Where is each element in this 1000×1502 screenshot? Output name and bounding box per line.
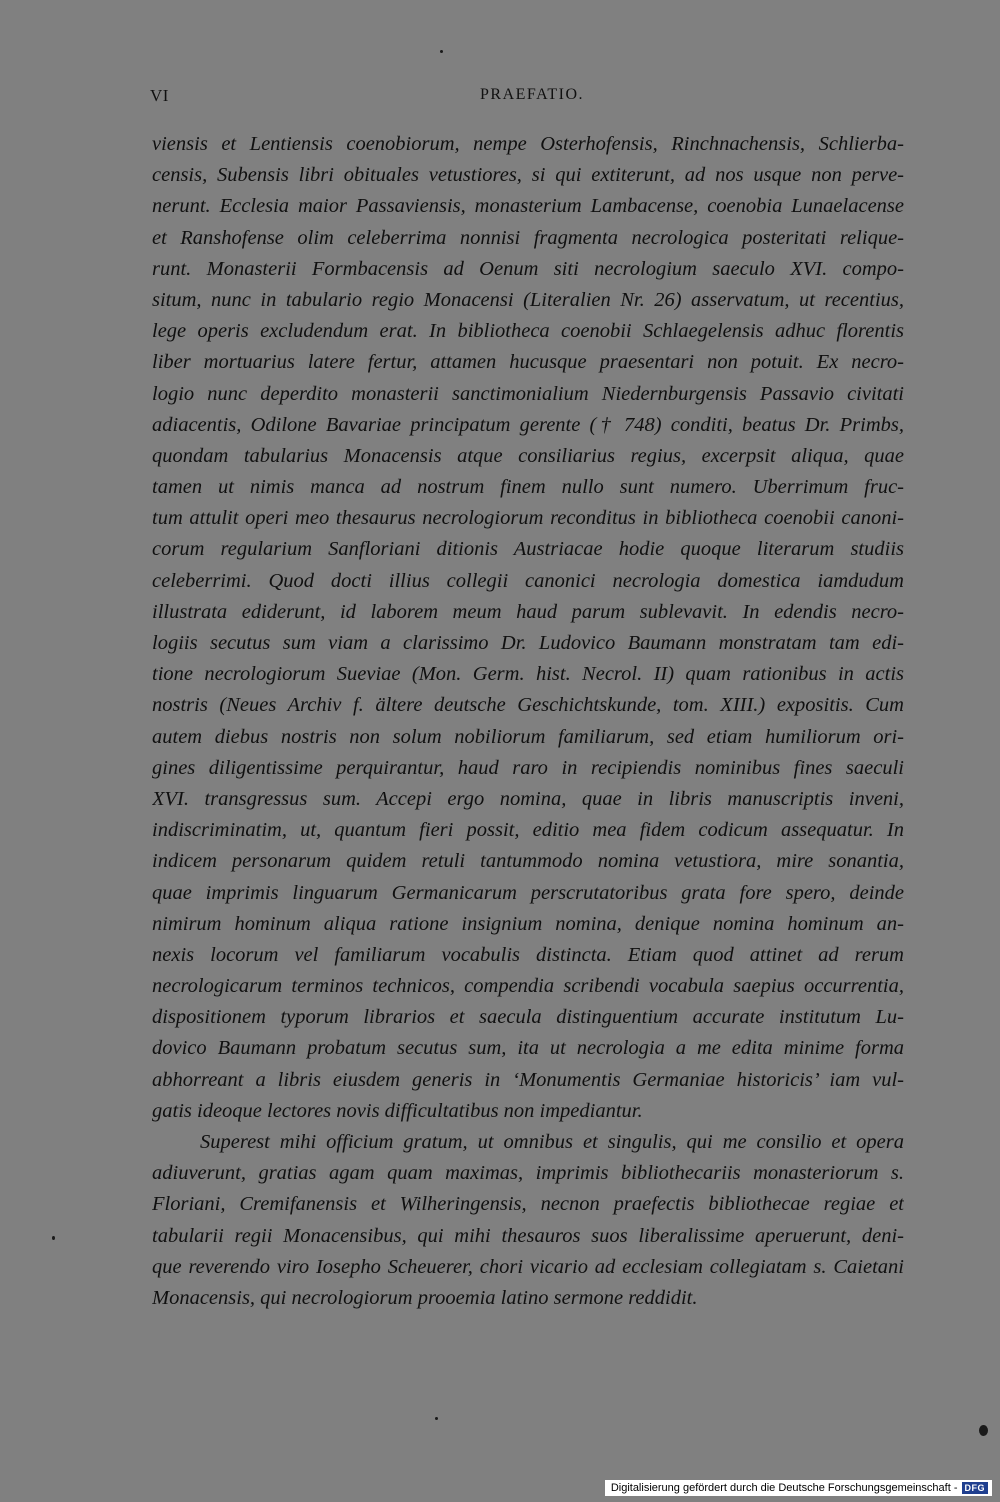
text-line: dovico Baumann probatum secutus sum, ita ut necrologia a me edita minime forma — [152, 1037, 904, 1060]
paragraph — [152, 129, 904, 1127]
running-title: PRAEFATIO. — [480, 86, 585, 103]
text-line: nimirum hominum aliqua ratione insignium nomina, denique nomina hominum an- — [152, 912, 904, 935]
funding-text: Digitalisierung gefördert durch die Deutsche Forschungsgemeinschaft - — [610, 1482, 958, 1494]
text-line: Monacensis, qui necrologiorum prooemia latino sermone reddidit. — [152, 1286, 698, 1309]
text-line: dispositionem typorum librarios et saecula distinguentium accurate institutum Lu- — [152, 1006, 904, 1029]
text-line: logiis secutus sum viam a clarissimo Dr. Ludovico Baumann monstratam tam edi- — [152, 632, 904, 654]
scan-speck — [52, 1236, 55, 1240]
text-line: runt. Monasterii Formbacensis ad Oenum siti necrologium saeculo XVI. compo- — [152, 257, 904, 280]
text-line: abhorreant a libris eiusdem generis in ‘Monumentis Germaniae historicis’ iam vul- — [152, 1068, 904, 1091]
text-line: adiuverunt, gratias agam quam maximas, imprimis bibliothecariis monasteriorum s. — [152, 1162, 904, 1185]
text-line: situm, nunc in tabulario regio Monacensi (Literalien Nr. 26) asservatum, ut recentius, — [152, 288, 904, 311]
text-line: nexis locorum vel familiarum vocabulis distincta. Etiam quod attinet ad rerum — [152, 943, 904, 966]
text-line: gatis ideoque lectores novis difficultatibus non impediantur. — [152, 1099, 643, 1122]
text-line: tamen ut nimis manca ad nostrum finem nullo sunt numero. Uberrimum fruc- — [152, 476, 904, 499]
text-line: necrologicarum terminos technicos, compendia scribendi vocabula saepius occurrentia, — [152, 975, 904, 998]
text-line: indicem personarum quidem retuli tantummodo nomina vetustiora, mire sonantia, — [152, 850, 904, 873]
text-line: XVI. transgressus sum. Accepi ergo nomina, quae in libris manuscriptis inveni, — [152, 787, 904, 810]
text-line: tabularii regii Monacensibus, qui mihi thesauros suos liberalissime aperuerunt, deni- — [152, 1224, 904, 1247]
funding-banner — [605, 1480, 992, 1496]
text-line: logio nunc deperdito monasterii sanctimonialium Niedernburgensis Passavio civitati — [152, 382, 904, 405]
text-line: lege operis excludendum erat. In bibliotheca coenobii Schlaegelensis adhuc florentis — [152, 320, 904, 343]
dfg-logo: DFG — [962, 1482, 989, 1494]
text-line: tum attulit operi meo thesaurus necrologiorum reconditus in bibliotheca coenobii canoni- — [152, 507, 904, 530]
text-line: Superest mihi officium gratum, ut omnibus et singulis, qui me consilio et opera — [200, 1131, 904, 1153]
text-line: illustrata ediderunt, id laborem meum haud parum sublevavit. In edendis necro- — [152, 600, 904, 623]
text-line: viensis et Lentiensis coenobiorum, nempe Osterhofensis, Rinchnachensis, Schlierba- — [152, 133, 904, 155]
text-line: celeberrimi. Quod docti illius collegii canonici necrologia domestica iamdudum — [152, 569, 904, 592]
text-line: et Ranshofense olim celeberrima nonnisi fragmenta necrologica posteritati relique- — [152, 226, 904, 249]
text-line: tione necrologiorum Sueviae (Mon. Germ. hist. Necrol. II) quam rationibus in actis — [152, 663, 904, 686]
paragraph — [152, 1127, 904, 1314]
scan-speck — [440, 50, 443, 53]
text-line: adiacentis, Odilone Bavariae principatum gerente († 748) conditi, beatus Dr. Primbs, — [152, 413, 904, 436]
text-line: quondam tabularius Monacensis atque consiliarius regius, excerpsit aliqua, quae — [152, 444, 904, 467]
text-line: liber mortuarius latere fertur, attamen hucusque praesentari non potuit. Ex necro- — [152, 351, 904, 374]
text-line: que reverendo viro Iosepho Scheuerer, chori vicario ad ecclesiam collegiatam s. Caietani — [152, 1255, 904, 1278]
text-line: quae imprimis linguarum Germanicarum perscrutatoribus grata fore spero, deinde — [152, 881, 904, 904]
scan-speck — [979, 1425, 988, 1436]
scan-speck — [435, 1417, 438, 1420]
text-line: censis, Subensis libri obituales vetustiores, si qui extiterunt, ad nos usque non perve- — [152, 164, 904, 187]
text-line: nostris (Neues Archiv f. ältere deutsche Geschichtskunde, tom. XIII.) expositis. Cum — [152, 694, 904, 717]
text-line: autem diebus nostris non solum nobiliorum familiarum, sed etiam humiliorum ori- — [152, 725, 904, 748]
body-text — [152, 129, 904, 1314]
text-line: Floriani, Cremifanensis et Wilheringensis, necnon praefectis bibliothecae regiae et — [152, 1193, 904, 1216]
text-line: gines diligentissime perquirantur, haud raro in recipiendis nominibus fines saeculi — [152, 756, 904, 779]
text-line: corum regularium Sanfloriani ditionis Austriacae hodie quoque literarum studiis — [152, 538, 904, 561]
page-number: VI — [150, 86, 169, 105]
text-line: indiscriminatim, ut, quantum fieri possit, editio mea fidem codicum assequatur. In — [152, 819, 904, 842]
running-head — [150, 86, 906, 110]
text-line: nerunt. Ecclesia maior Passaviensis, monasterium Lambacense, coenobia Lunaelacense — [152, 195, 904, 218]
